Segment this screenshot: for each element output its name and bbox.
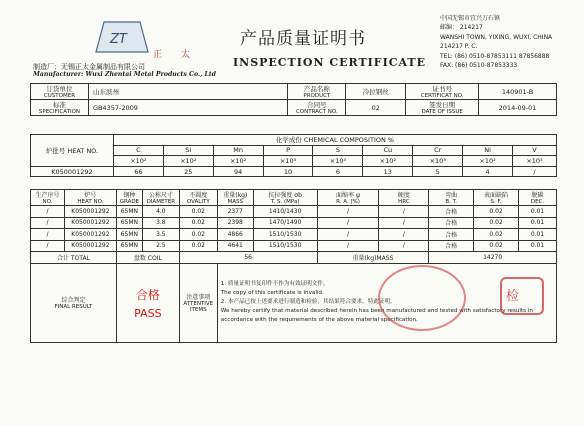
mech-header: 抗拉强度 σb T. S. (MPa) — [253, 190, 317, 206]
address-line: FAX: (86) 0510-87853333 — [440, 62, 518, 70]
mech-header: 钢种 GRADE — [116, 190, 142, 206]
mech-header: 生产序号 NO. — [31, 190, 65, 206]
customer-value: 山东滨州 — [88, 84, 287, 100]
element-value: 25 — [163, 166, 213, 177]
element-unit: ×10³ — [513, 156, 557, 167]
company-seal — [378, 265, 466, 331]
address-line: 214217 P. C. — [440, 43, 478, 51]
address-line: TEL: (86) 0510-87853111 87856888 — [440, 52, 550, 60]
total-row — [31, 252, 557, 264]
title-en: INSPECTION CERTIFICATE — [233, 56, 426, 69]
table-row: / K050001292 65MN 2.5 0.02 4641 1510/1530 / / 合格 0.02 0.01 — [31, 240, 557, 252]
address-line: 邮编： 214217 — [440, 24, 483, 32]
address-line: 中国无锡市宜兴万石镇 — [440, 15, 501, 22]
table-row: / K050001292 65MN 4.0 0.02 2377 1410/1430 / / 合格 0.02 0.01 — [31, 206, 557, 218]
element-unit: ×10³ — [313, 156, 363, 167]
element-header: C — [113, 145, 163, 156]
element-header: Mn — [213, 145, 263, 156]
element-unit: ×10² — [363, 156, 413, 167]
spec-value: GB4357-2009 — [88, 100, 287, 116]
heat-no-header: 炉批号 HEAT NO. — [31, 135, 114, 167]
final-result-value: 合格 PASS — [116, 263, 179, 342]
product-value: 冷拉钢丝 — [346, 84, 406, 100]
inspection-stamp: 检 — [500, 277, 544, 315]
maker-en: Manufacturer: Wuxi Zhentai Metal Products Co., Ltd — [33, 71, 216, 78]
spec-label: 标准 SPECIFICATION — [31, 100, 89, 116]
note-line: 1. 质量证明书复印件不作为有效证明文件。 — [220, 281, 329, 287]
mechanical-properties-table — [30, 189, 557, 343]
element-header: Si — [163, 145, 213, 156]
mech-header: 不圆度 OVALITY — [179, 190, 217, 206]
mech-header: 公称尺寸 DIAMETER — [142, 190, 179, 206]
coil-label: 盘数 COIL — [116, 252, 179, 264]
element-value: 4 — [463, 166, 513, 177]
cert-value: 140901-B — [479, 84, 557, 100]
element-value: / — [513, 166, 557, 177]
note-line: 2. 本产品已按上述要求进行制造和检验，其结果符合要求，特此证明。 — [220, 299, 396, 305]
element-header: Cr — [413, 145, 463, 156]
svg-text:ZT: ZT — [110, 32, 127, 47]
element-unit: ×10³ — [413, 156, 463, 167]
note-line: We hereby certify that material described herein has been manufactured and tested with satisfactory results in accordance with the requirements of the above material specification. — [220, 308, 533, 323]
element-unit: ×10² — [163, 156, 213, 167]
element-value: 10 — [263, 166, 313, 177]
mech-header: 表面缺陷 S. F. — [474, 190, 519, 206]
element-value: 66 — [113, 166, 163, 177]
heat-no-value: K050001292 — [31, 166, 114, 177]
element-value: 94 — [213, 166, 263, 177]
element-header: S — [313, 145, 363, 156]
element-unit: ×10² — [463, 156, 513, 167]
element-header: P — [263, 145, 313, 156]
contract-value: 02 — [346, 100, 406, 116]
maker-cn: 制造厂：无锡正太金属制品有限公司 — [33, 63, 145, 71]
chem-title: 化学成份 CHEMICAL COMPOSITION % — [113, 135, 556, 146]
mech-header: 面缩率 ψ R. A. (%) — [317, 190, 379, 206]
total-mass: 14270 — [429, 252, 557, 264]
mass-label: 重量(kg)MASS — [317, 252, 429, 264]
element-header: Cu — [363, 145, 413, 156]
address-line: WANSHI TOWN, YIXING, WUXI, CHINA — [440, 33, 553, 41]
element-unit: ×10² — [113, 156, 163, 167]
chemical-composition-table — [30, 134, 557, 177]
coil-count: 56 — [179, 252, 317, 264]
element-header: Ni — [463, 145, 513, 156]
mech-header: 硬度 HRC — [379, 190, 429, 206]
date-value: 2014-09-01 — [479, 100, 557, 116]
contract-label: 合同号 CONTRACT NO. — [288, 100, 346, 116]
title-cn: 产品质量证明书 — [240, 29, 366, 49]
mech-header: 弯曲 B. T. — [429, 190, 474, 206]
total-label: 合计 TOTAL — [31, 252, 117, 264]
cert-label: 证书号 CERTIFICAT NO. — [406, 84, 479, 100]
customer-label: 订货单位 CUSTOMER — [31, 84, 89, 100]
element-unit: ×10² — [213, 156, 263, 167]
product-label: 产品名称 PRODUCT — [288, 84, 346, 100]
mech-header: 炉号 HEAT NO. — [64, 190, 116, 206]
table-row: / K050001292 65MN 3.5 0.02 4866 1510/1530 / / 合格 0.02 0.01 — [31, 229, 557, 241]
element-unit: ×10³ — [263, 156, 313, 167]
table-row: / K050001292 65MN 3.8 0.02 2398 1470/1490 / / 合格 0.02 0.01 — [31, 217, 557, 229]
attention-label: 注意事项 ATTENTIVE ITEMS — [179, 263, 217, 342]
note-line: The copy of this certificate is invalid. — [220, 290, 324, 296]
date-label: 签发日期 DATE OF ISSUE — [406, 100, 479, 116]
company-address — [440, 14, 552, 70]
final-result-label: 综合判定 FINAL RESULT — [31, 263, 117, 342]
element-value: 5 — [413, 166, 463, 177]
element-header: V — [513, 145, 557, 156]
element-value: 6 — [313, 166, 363, 177]
element-value: 13 — [363, 166, 413, 177]
order-info-table — [30, 83, 557, 116]
company-logo — [92, 18, 152, 56]
logo-text: 正 太 — [153, 50, 198, 60]
mech-header: 重量(kg) MASS — [217, 190, 253, 206]
mech-header: 脱碳 DEC. — [519, 190, 557, 206]
